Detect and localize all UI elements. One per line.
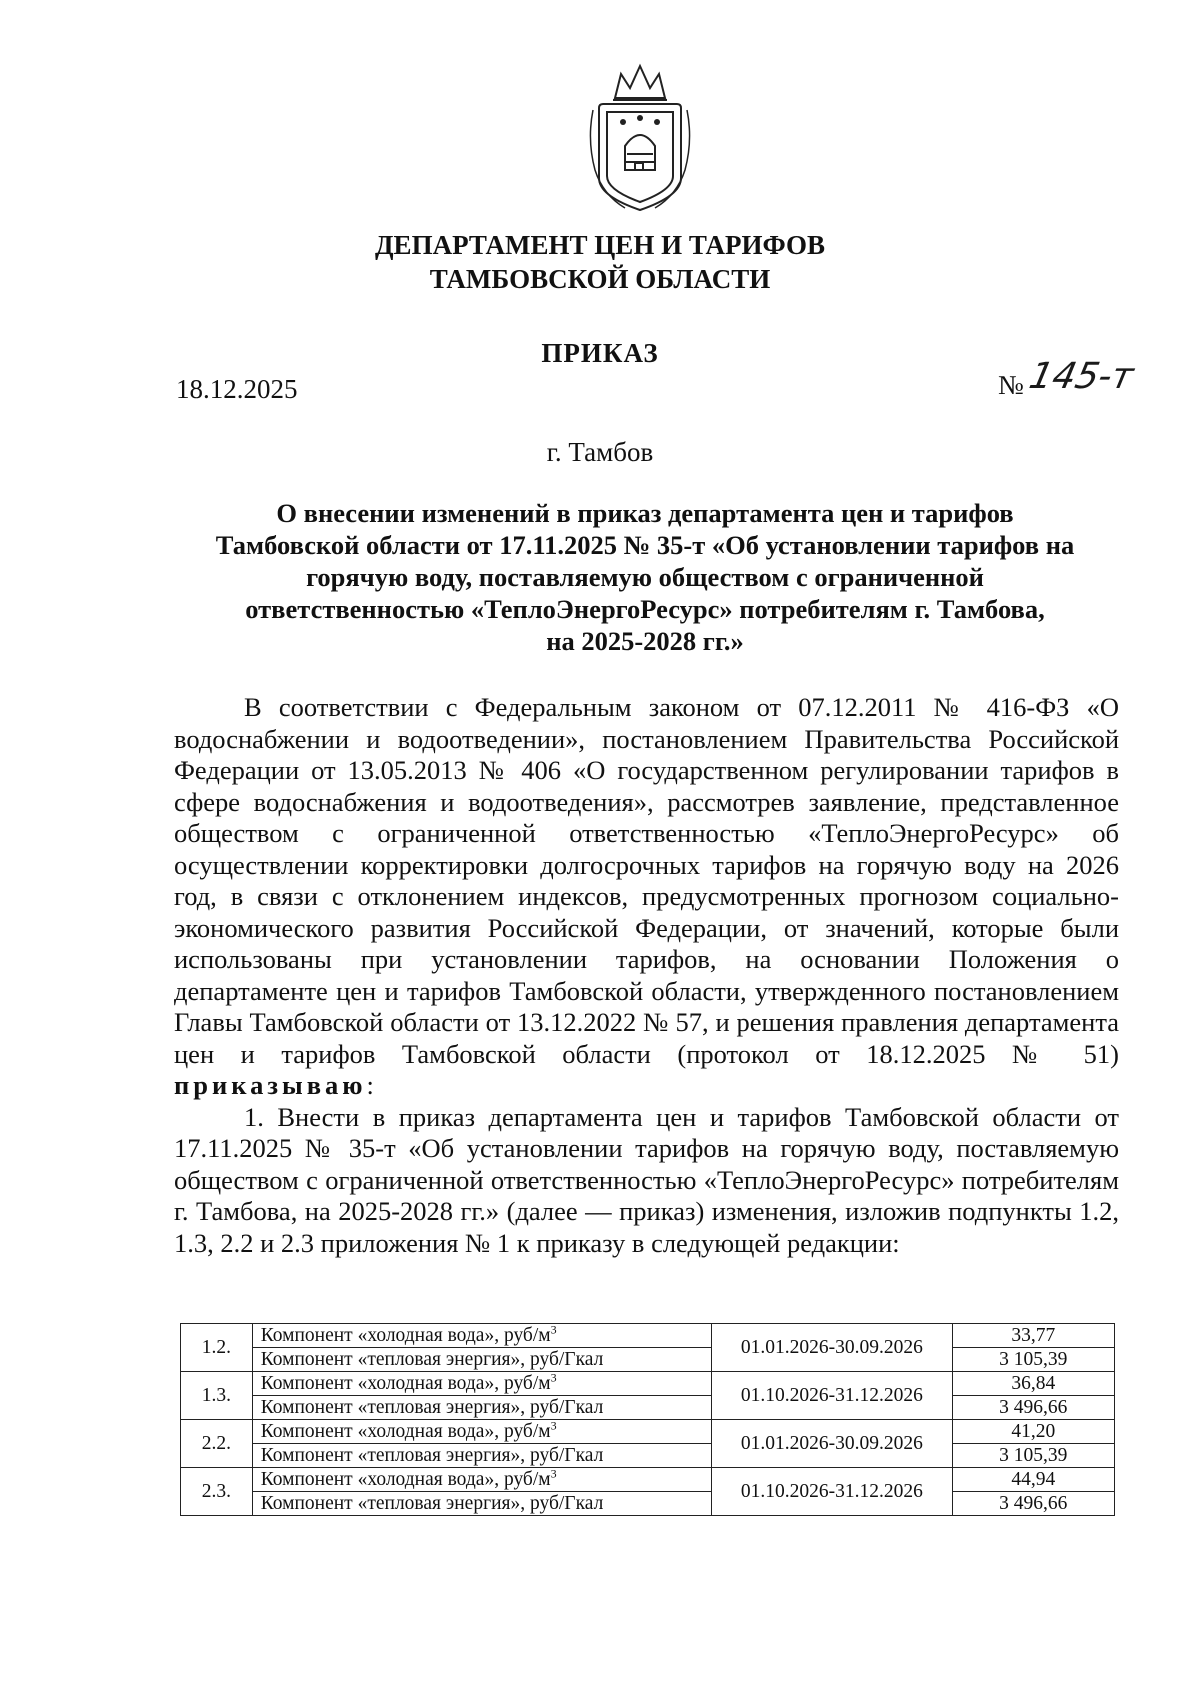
component-label: Компонент «холодная вода», руб/$м^3$ [252, 1324, 711, 1348]
number-label: № [998, 370, 1024, 400]
component-label: Компонент «тепловая энергия», руб/Гкал [252, 1348, 711, 1372]
period-cell: 01.10.2026-31.12.2026 [712, 1372, 953, 1420]
component-label: Компонент «холодная вода», руб/$м^3$ [252, 1372, 711, 1396]
order-title [180, 497, 1110, 657]
title-line: О внесении изменений в приказ департамента цен и тарифов [276, 498, 1014, 528]
table-row [181, 1420, 1115, 1444]
preamble-text: В соответствии с Федеральным законом от 07.12.2011 № 416-ФЗ «О водоснабжении и водоотведении», постановлением Правительства Российской Федерации от 13.05.2013 № 406 «О государственном регулировании тарифов в сфере водоснабжения и водоотведения», рассмотрев заявление, представленное обществом с ограниченной ответственностью «ТеплоЭнергоРесурс» об осуществлении корректировки долгосрочных тарифов на горячую воду на 2026 год, в связи с отклонением индексов, предусмотренных прогнозом социально-экономического развития Российской Федерации, от значений, которые были использованы при установлении тарифов, на основании Положения о департаменте цен и тарифов Тамбовской области, утвержденного постановлением Главы Тамбовской области от 13.12.2022 № 57, и решения правления департамента цен и тарифов Тамбовской области (протокол от 18.12.2025 № 51) [174, 692, 1119, 1069]
tariff-value: 3 105,39 [952, 1348, 1114, 1372]
row-number: 1.3. [181, 1372, 253, 1420]
component-label: Компонент «тепловая энергия», руб/Гкал [252, 1444, 711, 1468]
tariff-value: 3 496,66 [952, 1396, 1114, 1420]
order-body [174, 692, 1119, 1259]
table-row [181, 1444, 1115, 1468]
title-line: ответственностью «ТеплоЭнергоРесурс» потребителям г. Тамбова, [245, 594, 1045, 624]
handwritten-document-number: 145-т [1025, 356, 1138, 397]
city: г. Тамбов [546, 437, 654, 467]
tariff-value: 3 105,39 [952, 1444, 1114, 1468]
row-number: 2.3. [181, 1468, 253, 1516]
table-row [181, 1348, 1115, 1372]
component-label: Компонент «тепловая энергия», руб/Гкал [252, 1396, 711, 1420]
title-line: горячую воду, поставляемую обществом с ограниченной [306, 562, 984, 592]
component-label: Компонент «холодная вода», руб/$м^3$ [252, 1420, 711, 1444]
title-line: на 2025-2028 гг.» [546, 626, 744, 656]
row-number: 1.2. [181, 1324, 253, 1372]
period-cell: 01.10.2026-31.12.2026 [712, 1468, 953, 1516]
tariff-table [180, 1323, 1115, 1516]
order-colon: : [366, 1070, 374, 1100]
period-cell: 01.01.2026-30.09.2026 [712, 1420, 953, 1468]
document-date: 18.12.2025 [176, 374, 298, 404]
component-label: Компонент «тепловая энергия», руб/Гкал [252, 1492, 711, 1516]
title-line: Тамбовской области от 17.11.2025 № 35-т «Об установлении тарифов на [215, 530, 1075, 560]
document-type: ПРИКАЗ [541, 338, 659, 368]
row-number: 2.2. [181, 1420, 253, 1468]
preamble-paragraph [174, 692, 1119, 1102]
component-label: Компонент «холодная вода», руб/$м^3$ [252, 1468, 711, 1492]
department-name-line1: ДЕПАРТАМЕНТ ЦЕН И ТАРИФОВ [374, 230, 826, 260]
table-row [181, 1372, 1115, 1396]
order-word: приказываю [174, 1070, 367, 1100]
table-row [181, 1324, 1115, 1348]
period-cell: 01.01.2026-30.09.2026 [712, 1324, 953, 1372]
table-row [181, 1468, 1115, 1492]
department-name-line2: ТАМБОВСКОЙ ОБЛАСТИ [429, 264, 771, 294]
item-1-paragraph: 1. Внести в приказ департамента цен и тарифов Тамбовской области от 17.11.2025 № 35-т «Об установлении тарифов на горячую воду, поставляемую обществом с ограниченной ответственностью «ТеплоЭнергоРесурс» потребителям г. Тамбова, на 2025-2028 гг.» (далее — приказ) изменения, изложив подпункты 1.2, 1.3, 2.2 и 2.3 приложения № 1 к приказу в следующей редакции: [174, 1101, 1119, 1258]
table-row [181, 1396, 1115, 1420]
coat-of-arms-emblem [585, 60, 695, 215]
tariff-value: 44,94 [952, 1468, 1114, 1492]
tariff-value: 41,20 [952, 1420, 1114, 1444]
tariff-value: 36,84 [952, 1372, 1114, 1396]
tariff-value: 3 496,66 [952, 1492, 1114, 1516]
table-row [181, 1492, 1115, 1516]
tariff-value: 33,77 [952, 1324, 1114, 1348]
